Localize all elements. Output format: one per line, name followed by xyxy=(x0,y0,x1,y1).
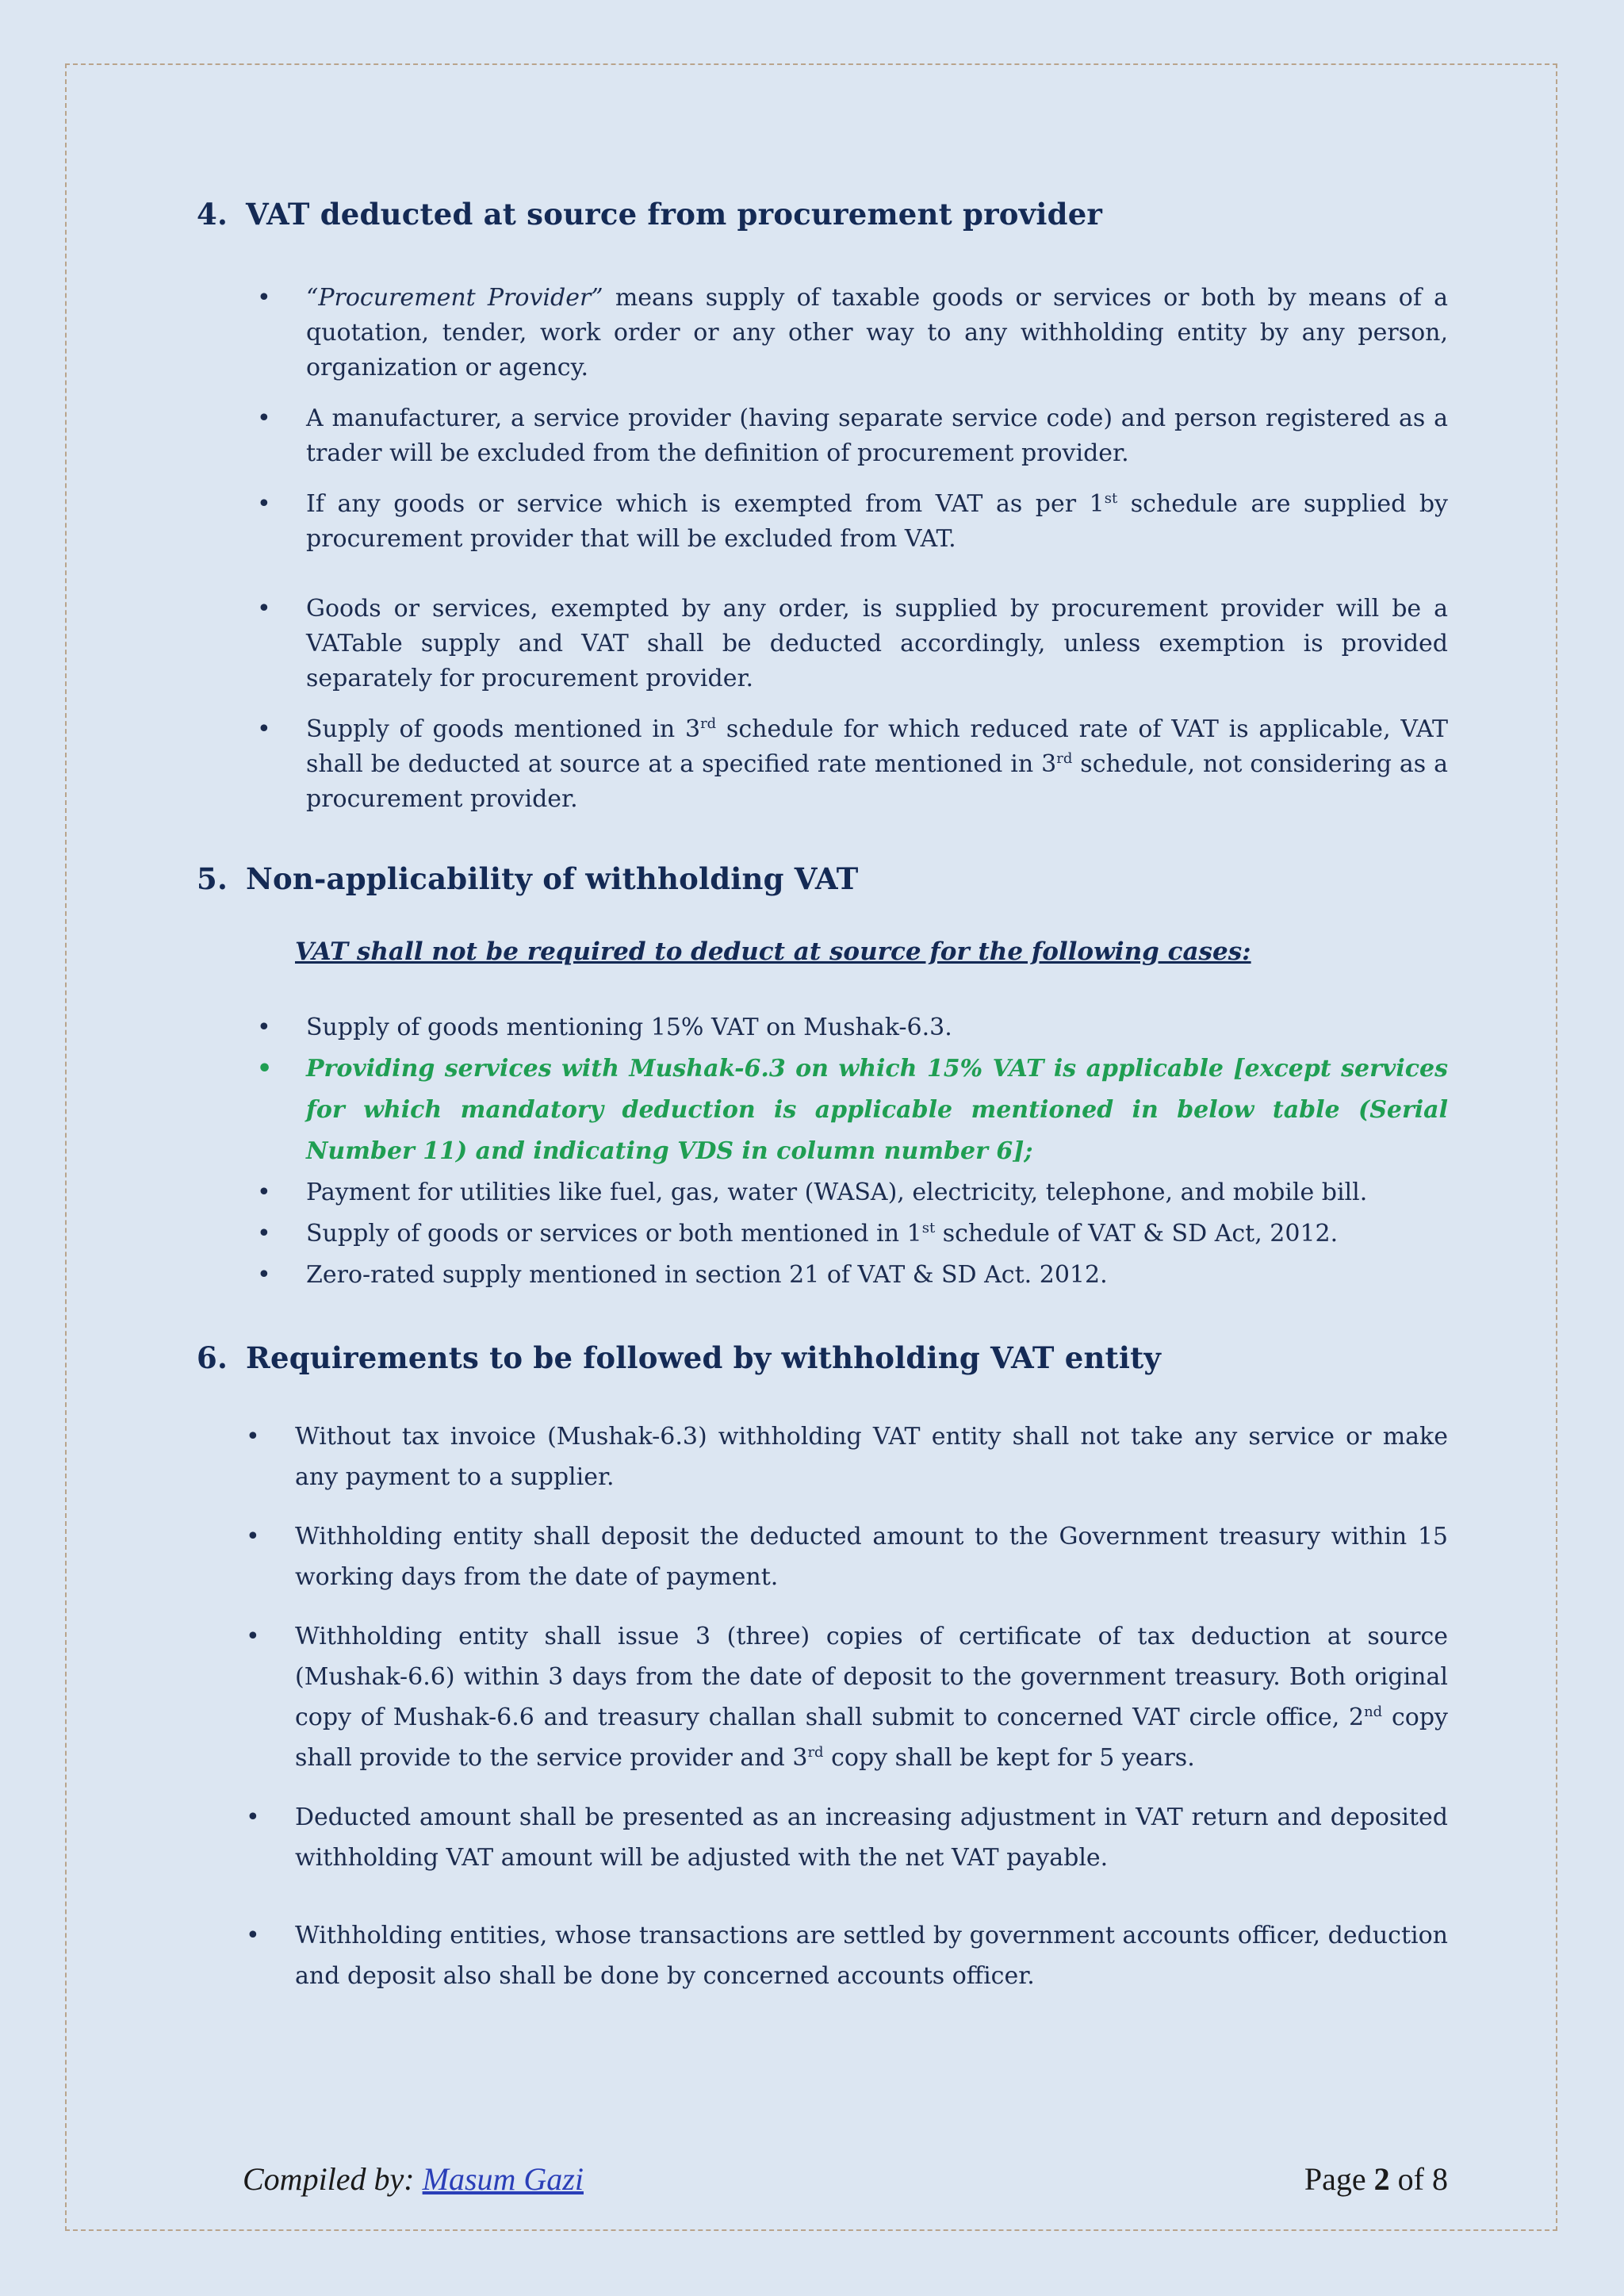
list-item xyxy=(295,1616,1448,1778)
page-number xyxy=(1304,2160,1448,2198)
section-4-number: 4. xyxy=(197,197,228,232)
footer-compiled-by xyxy=(243,2160,584,2198)
section-5-number: 5. xyxy=(197,861,228,896)
list-item xyxy=(306,1172,1448,1213)
list-item xyxy=(295,1797,1448,1878)
procurement-provider-term: “Procurement Provider” xyxy=(306,284,603,312)
compiled-label: Compiled by: xyxy=(243,2161,423,2197)
list-item-text: Zero-rated supply mentioned in section 21 of VAT & SD Act. 2012. xyxy=(306,1261,1108,1289)
section-4-list xyxy=(306,281,1448,833)
section-5-subheading: VAT shall not be required to deduct at source for the following cases: xyxy=(295,937,1251,966)
list-item xyxy=(306,1007,1448,1048)
list-item xyxy=(306,487,1448,557)
list-item-text: A manufacturer, a service provider (having separate service code) and person registered as a trader will be excluded from the definition of procurement provider. xyxy=(306,404,1448,467)
list-item-text: schedule for which reduced rate of VAT is applicable, VAT shall be deducted at source at a specified rate mentioned in 3 xyxy=(306,715,1448,778)
author-link[interactable]: Masum Gazi xyxy=(422,2161,584,2197)
section-5-list xyxy=(306,1007,1448,1296)
page-current: 2 xyxy=(1373,2161,1390,2197)
list-item xyxy=(306,712,1448,817)
list-item-text: Goods or services, exempted by any order, is supplied by procurement provider will be a VATable supply and VAT shall be deducted accordingly, unless exemption is provided separately for procurement provider. xyxy=(306,595,1448,692)
list-item xyxy=(306,592,1448,696)
superscript: nd xyxy=(1364,1704,1383,1720)
list-item xyxy=(306,401,1448,471)
list-item-highlighted xyxy=(306,1048,1448,1172)
superscript: rd xyxy=(700,715,717,732)
list-item-text: Supply of goods mentioned in 3 xyxy=(306,715,701,743)
page-prefix: Page xyxy=(1304,2161,1374,2197)
list-item-text: If any goods or service which is exempted from VAT as per 1 xyxy=(306,490,1105,518)
list-item-text: Payment for utilities like fuel, gas, water (WASA), electricity, telephone, and mobile bill. xyxy=(306,1179,1368,1206)
superscript: st xyxy=(1104,490,1118,507)
list-item xyxy=(306,1255,1448,1296)
list-item-text: schedule of VAT & SD Act, 2012. xyxy=(935,1220,1339,1248)
list-item-text: Withholding entity shall deposit the deducted amount to the Government treasury within 15 working days from the date of payment. xyxy=(295,1523,1448,1591)
superscript: rd xyxy=(807,1744,824,1761)
section-4-title: VAT deducted at source from procurement provider xyxy=(246,197,1103,232)
page-total: 8 xyxy=(1432,2161,1448,2197)
superscript: st xyxy=(921,1220,936,1236)
section-4-heading xyxy=(197,197,1102,232)
list-item-text: Supply of goods or services or both mentioned in 1 xyxy=(306,1220,922,1248)
list-item xyxy=(295,1516,1448,1597)
section-6-number: 6. xyxy=(197,1340,228,1375)
list-item-text: Supply of goods mentioning 15% VAT on Mushak-6.3. xyxy=(306,1014,952,1041)
list-item-text: copy shall be kept for 5 years. xyxy=(823,1744,1195,1772)
section-5-heading xyxy=(197,861,858,896)
list-item xyxy=(295,1915,1448,1996)
list-item-text: Without tax invoice (Mushak-6.3) withholding VAT entity shall not take any service or make any payment to a supplier. xyxy=(295,1423,1448,1491)
superscript: rd xyxy=(1056,750,1073,767)
section-6-title: Requirements to be followed by withholding VAT entity xyxy=(246,1340,1162,1375)
list-item xyxy=(306,281,1448,385)
section-6-heading xyxy=(197,1340,1161,1375)
list-item-text: Providing services with Mushak-6.3 on which 15% VAT is applicable [except services for which mandatory deduction is applicable mentioned in below table (Serial Number 11) and indicating VDS in column number 6]; xyxy=(306,1055,1448,1165)
list-item-text: means supply of taxable goods or services or both by means of a quotation, tender, work order or any other way to any withholding entity by any person, organization or agency. xyxy=(306,284,1448,381)
section-5-title: Non-applicability of withholding VAT xyxy=(246,861,859,896)
section-6-list xyxy=(295,1416,1448,2015)
list-item-text: Deducted amount shall be presented as an increasing adjustment in VAT return and deposited withholding VAT amount will be adjusted with the net VAT payable. xyxy=(295,1803,1448,1872)
list-item-text: Withholding entity shall issue 3 (three) copies of certificate of tax deduction at source (Mushak-6.6) within 3 days from the date of deposit to the government treasury. Both original copy of Mushak-6.6 and treasury challan shall submit to concerned VAT circle office, 2 xyxy=(295,1623,1448,1731)
list-item-text: schedule are supplied by procurement provider that will be excluded from VAT. xyxy=(306,490,1448,553)
page-of: of xyxy=(1389,2161,1432,2197)
list-item xyxy=(295,1416,1448,1497)
list-item-text: copy shall provide to the service provider and 3 xyxy=(295,1704,1448,1772)
list-item xyxy=(306,1213,1448,1255)
list-item-text: Withholding entities, whose transactions are settled by government accounts officer, deduction and deposit also shall be done by concerned accounts officer. xyxy=(295,1922,1448,1990)
list-item-text: schedule, not considering as a procurement provider. xyxy=(306,750,1448,813)
